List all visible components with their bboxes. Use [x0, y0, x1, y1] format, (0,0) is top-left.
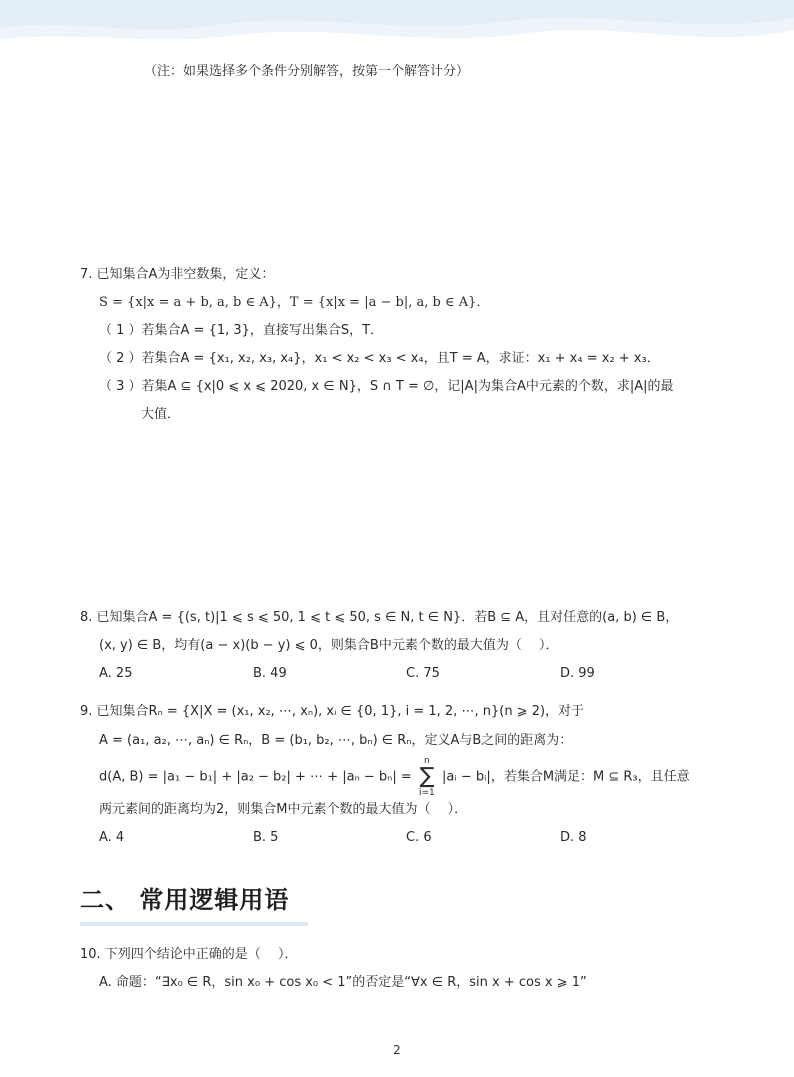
note-text: （注：如果选择多个条件分别解答，按第一个解答计分） [144, 64, 470, 79]
q9-option-c: C. 6 [406, 830, 432, 845]
q8-option-b: B. 49 [253, 666, 287, 681]
q7-part2: （ 2 ）若集合A = {x₁, x₂, x₃, x₄}，x₁ < x₂ < x₃ < x₄，且T = A，求证：x₁ + x₄ = x₂ + x₃． [99, 351, 660, 366]
page-number: 2 [393, 1043, 401, 1057]
q9-line2: A = (a₁, a₂, ⋯, aₙ) ∈ Rₙ，B = (b₁, b₂, ⋯, bₙ) ∈ Rₙ，定义A与B之间的距离为： [99, 733, 573, 748]
q10-stem: 10. 下列四个结论中正确的是（ ）． [80, 947, 298, 962]
q8-option-c: C. 75 [406, 666, 440, 681]
q8-option-d: D. 99 [560, 666, 595, 681]
header-wave-decoration [0, 0, 794, 60]
q9-option-d: D. 8 [560, 830, 587, 845]
q9-line1: 9. 已知集合Rₙ = {X|X = (x₁, x₂, ⋯, xₙ), xᵢ ∈ {0, 1}, i = 1, 2, ⋯, n}(n ⩾ 2)，对于 [80, 704, 585, 719]
q9-line4: 两元素间的距离均为2，则集合M中元素个数的最大值为（ ）． [99, 802, 468, 817]
q8-line1: 8. 已知集合A = {(s, t)|1 ⩽ s ⩽ 50, 1 ⩽ t ⩽ 50, s ∈ N, t ∈ N}．若B ⊆ A，且对任意的(a, b) ∈ B， [80, 610, 679, 625]
sum-symbol: n ∑ i=1 [419, 756, 435, 798]
q8-line2: (x, y) ∈ B，均有(a − x)(b − y) ⩽ 0，则集合B中元素个数的最大值为（ ）． [99, 638, 559, 653]
section-underline [80, 922, 308, 926]
q9-distance-formula: d(A, B) = |a₁ − b₁| + |a₂ − b₂| + ⋯ + |aₙ − bₙ| = [99, 769, 412, 785]
q9-option-b: B. 5 [253, 830, 279, 845]
q7-part3-cont: 大值． [141, 407, 181, 422]
q7-definition: S = {x|x = a + b, a, b ∈ A}，T = {x|x = |a − b|, a, b ∈ A}． [99, 295, 490, 310]
section-title: 二、 常用逻辑用语 [80, 886, 290, 914]
q9-distance-condition: |aᵢ − bᵢ|，若集合M满足：M ⊆ R₃，且任意 [442, 769, 690, 785]
q7-part1: （ 1 ）若集合A = {1, 3}，直接写出集合S，T． [99, 323, 384, 338]
q7-stem: 7. 已知集合A为非空数集，定义： [80, 267, 275, 282]
q8-option-a: A. 25 [99, 666, 133, 681]
q9-option-a: A. 4 [99, 830, 125, 845]
q10-option-a: A. 命题：“∃x₀ ∈ R，sin x₀ + cos x₀ < 1”的否定是“∀x ∈ R，sin x + cos x ⩾ 1” [99, 975, 587, 990]
q9-line3 [99, 756, 690, 798]
q7-part3: （ 3 ）若集A ⊆ {x|0 ⩽ x ⩽ 2020, x ∈ N}，S ∩ T = ∅，记|A|为集合A中元素的个数，求|A|的最 [99, 379, 674, 394]
